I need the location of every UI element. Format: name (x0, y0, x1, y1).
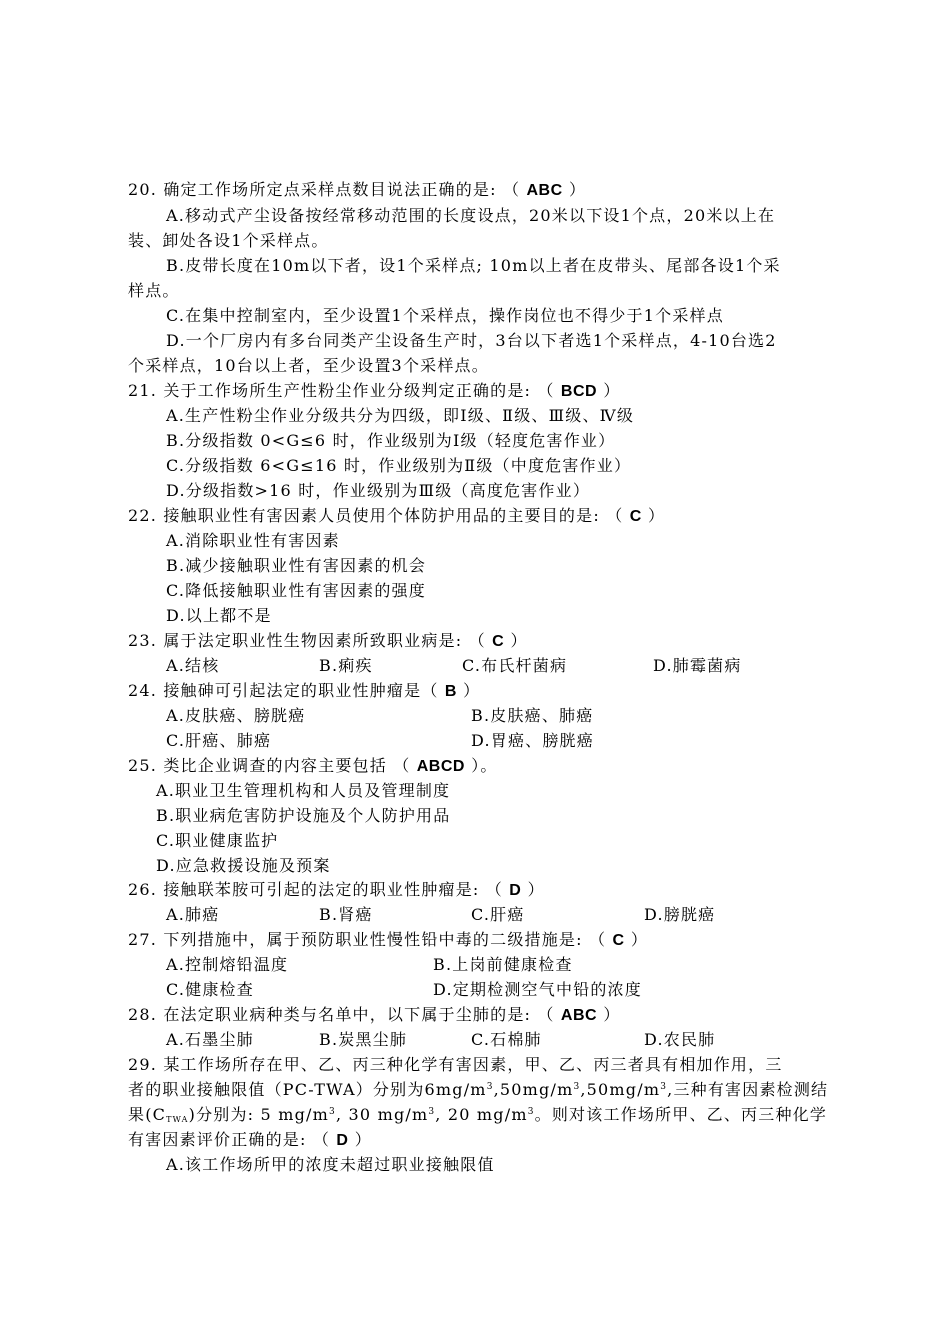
q24-option-b: B.皮肤癌、肺癌 (471, 706, 594, 725)
q24-option-c: C.肝癌、肺癌 (166, 731, 272, 750)
q23-option-c: C.布氏杆菌病 (462, 656, 568, 675)
q26-option-d: D.膀胱癌 (644, 905, 716, 924)
question-21-stem: 21. 关于工作场所生产性粉尘作业分级判定正确的是: （ BCD ） (128, 381, 621, 400)
q20-option-a-line1: A.移动式产尘设备按经常移动范围的长度设点，20米以下设1个点，20米以上在 (166, 206, 776, 225)
answer-29: D (336, 1132, 349, 1149)
q27-option-a: A.控制熔铅温度 (166, 955, 289, 974)
q25-option-d: D.应急救援设施及预案 (156, 856, 331, 875)
answer-21: BCD (560, 383, 598, 400)
q25-option-a: A.职业卫生管理机构和人员及管理制度 (156, 781, 451, 800)
q28-option-a: A.石墨尘肺 (166, 1030, 254, 1049)
question-29-stem-line3: 果$(C_{TWA})$分别为: 5 $mg/m^3$, 30 $mg/m^3$, 20 $mg/m^3$。则对该工作场所甲、乙、丙三种化学 (128, 1105, 828, 1124)
q24-option-d: D.胃癌、膀胱癌 (471, 731, 594, 750)
q27-option-d: D.定期检测空气中铅的浓度 (433, 980, 642, 999)
answer-26: D (509, 882, 522, 899)
q28-option-d: D.农民肺 (644, 1030, 716, 1049)
q24-option-a: A.皮肤癌、膀胱癌 (166, 706, 306, 725)
q27-options-row2 (0, 977, 950, 1002)
q22-option-d: D.以上都不是 (166, 606, 272, 625)
question-23-stem: 23. 属于法定职业性生物因素所致职业病是: （ C ） (128, 631, 528, 650)
answer-20: ABC (526, 182, 563, 199)
q20-option-b-line2: 样点。 (128, 281, 180, 300)
answer-28: ABC (560, 1007, 598, 1024)
question-20-stem: 20. 确定工作场所定点采样点数目说法正确的是: （ ABC ） (128, 180, 587, 199)
question-25-stem: 25. 类比企业调查的内容主要包括 （ ABCD ）。 (128, 756, 498, 775)
question-29-stem-line2: 者的职业接触限值（PC-TWA）分别为$6mg/m^3,50mg/m^3,50mg/m^3$,三种有害因素检测结 (128, 1080, 829, 1099)
answer-24: B (444, 683, 457, 700)
q20-option-d-line2: 个采样点，10台以上者，至少设置3个采样点。 (128, 356, 489, 375)
q26-option-a: A.肺癌 (166, 905, 220, 924)
answer-22: C (629, 508, 642, 525)
question-24-stem: 24. 接触砷可引起法定的职业性肿瘤是（ B ） (128, 681, 481, 700)
q22-option-a: A.消除职业性有害因素 (166, 531, 340, 550)
q27-options-row1 (0, 952, 950, 977)
q25-option-c: C.职业健康监护 (156, 831, 279, 850)
answer-25: ABCD (416, 758, 465, 775)
question-26-stem: 26. 接触联苯胺可引起的法定的职业性肿瘤是: （ D ） (128, 880, 545, 899)
q21-option-c: C.分级指数 6<G≤16 时，作业级别为Ⅱ级（中度危害作业） (166, 456, 632, 475)
q23-option-a: A.结核 (166, 656, 220, 675)
q21-option-b: B.分级指数 0<G≤6 时，作业级别为Ⅰ级（轻度危害作业） (166, 431, 616, 450)
q22-option-b: B.减少接触职业性有害因素的机会 (166, 556, 427, 575)
q25-option-b: B.职业病危害防护设施及个人防护用品 (156, 806, 451, 825)
q23-option-b: B.痢疾 (319, 656, 373, 675)
q24-options-row1 (0, 703, 950, 728)
q20-option-d-line1: D.一个厂房内有多台同类产尘设备生产时，3台以下者选1个采样点，4-10台选2 (166, 331, 777, 350)
q26-option-b: B.肾癌 (319, 905, 373, 924)
question-29-stem-line1: 29. 某工作场所存在甲、乙、丙三种化学有害因素，甲、乙、丙三者具有相加作用，三 (128, 1055, 783, 1074)
q21-option-a: A.生产性粉尘作业分级共分为四级，即Ⅰ级、Ⅱ级、Ⅲ级、Ⅳ级 (166, 406, 635, 425)
q27-option-b: B.上岗前健康检查 (433, 955, 573, 974)
q24-options-row2 (0, 728, 950, 753)
q20-option-a-line2: 装、卸处各设1个采样点。 (128, 231, 329, 250)
q27-option-c: C.健康检查 (166, 980, 254, 999)
q28-options-row (0, 1027, 950, 1052)
question-28-stem: 28. 在法定职业病种类与名单中，以下属于尘肺的是: （ ABC ） (128, 1005, 621, 1024)
answer-23: C (492, 633, 505, 650)
q22-option-c: C.降低接触职业性有害因素的强度 (166, 581, 426, 600)
q28-option-b: B.炭黑尘肺 (319, 1030, 408, 1049)
q21-option-d: D.分级指数>16 时，作业级别为Ⅲ级（高度危害作业） (166, 481, 591, 500)
q23-option-d: D.肺霉菌病 (653, 656, 742, 675)
answer-27: C (612, 932, 625, 949)
q20-option-b-line1: B.皮带长度在10m以下者，设1个采样点; 10m以上者在皮带头、尾部各设1个采 (166, 256, 781, 275)
q23-options-row (0, 653, 950, 678)
question-27-stem: 27. 下列措施中，属于预防职业性慢性铅中毒的二级措施是: （ C ） (128, 930, 649, 949)
q26-options-row (0, 902, 950, 927)
q29-option-a: A.该工作场所甲的浓度未超过职业接触限值 (166, 1155, 495, 1174)
question-29-stem-line4: 有害因素评价正确的是: （ D ） (128, 1130, 372, 1149)
q28-option-c: C.石棉肺 (471, 1030, 542, 1049)
q20-option-c: C.在集中控制室内，至少设置1个采样点，操作岗位也不得少于1个采样点 (166, 306, 724, 325)
question-22-stem: 22. 接触职业性有害因素人员使用个体防护用品的主要目的是: （ C ） (128, 506, 666, 525)
q26-option-c: C.肝癌 (471, 905, 525, 924)
